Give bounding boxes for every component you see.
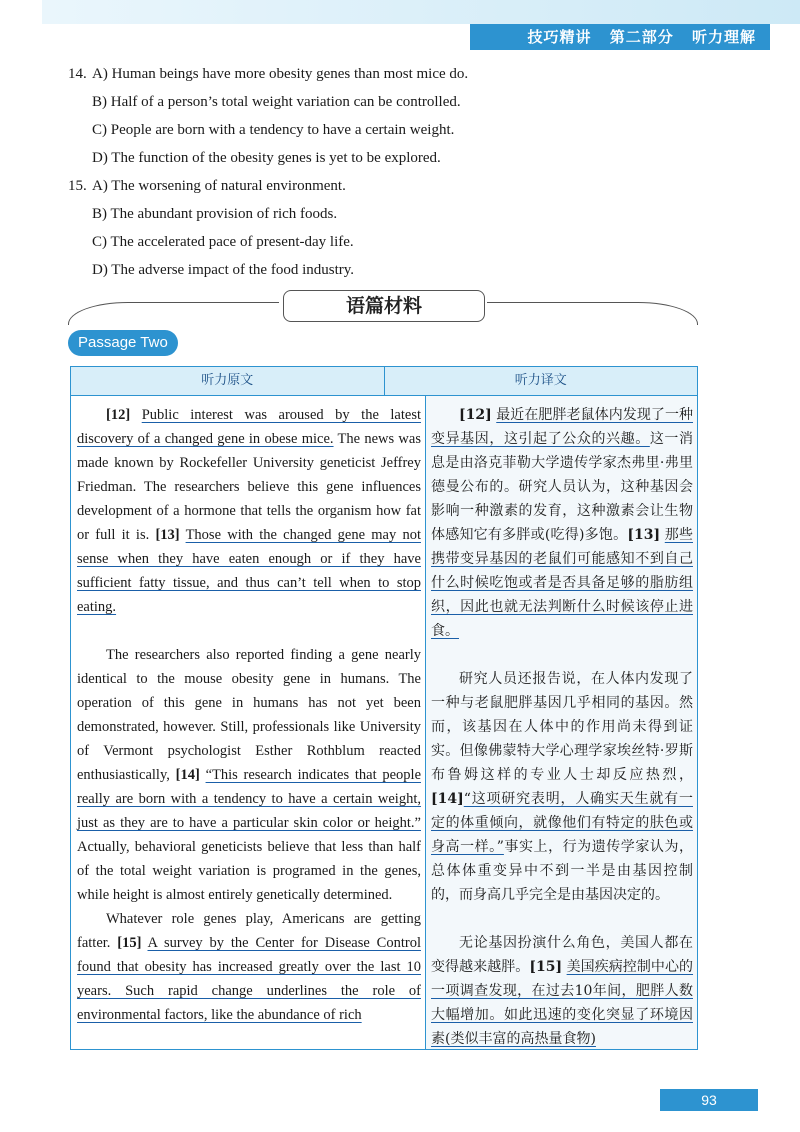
english-transcript <box>77 403 421 1027</box>
translation-text: 研究人员还报告说，在人体内发现了一种与老鼠肥胖基因几乎相同的基因。然而，该基因在人体中的作用尚未得到证实。但像佛蒙特大学心理学家埃丝特·罗斯布鲁姆这样的专业人士却反应热烈， <box>431 671 693 783</box>
marker-12: [12] <box>459 407 492 423</box>
question-14 <box>68 60 468 88</box>
translation-text: 事实上，行为遗传学家认为，总体体重变异中不到一半是由基因控制的，而身高几乎完全是由基因决定的。 <box>431 839 693 903</box>
option-text: B) Half of a person’s total weight variation can be controlled. <box>92 94 461 110</box>
header-band <box>42 0 800 24</box>
transcript-paragraph <box>77 643 421 907</box>
translation-paragraph <box>431 403 693 643</box>
header-part2: 第二部分 <box>609 28 674 46</box>
option-text: C) The accelerated pace of present-day life. <box>92 234 354 250</box>
transcript-text: Actually, behavioral geneticists believe that less than half of the total weight variation is programed in the genes, while height is almost entirely genetically determined. <box>77 839 421 903</box>
header-translation: 听力译文 <box>514 373 567 388</box>
header-part1: 技巧精讲 <box>527 28 592 46</box>
key-sentence: 美国疾病控制中心的一项调查发现，在过去10年间，肥胖人数大幅增加。如此迅速的变化突显了环境因素(类似丰富的高热量食物) <box>431 959 694 1047</box>
header-original-text: 听力原文 <box>71 367 385 395</box>
passage-label: Passage Two <box>68 330 178 356</box>
key-sentence: “这项研究表明，人确实天生就有一定的体重倾向，就像他们有特定的肤色或身高一样。” <box>431 791 693 855</box>
question-number: 14. <box>68 66 87 82</box>
key-sentence: “This research indicates that people really are born with a tendency to have a certain weight, just as they are to have a particular skin color or height.” <box>77 767 421 831</box>
key-sentence: 那些携带变异基因的老鼠们可能感知不到自己什么时候吃饱或者是否具备足够的脂肪组织，因此也就无法判断什么时候该停止进食。 <box>431 527 693 639</box>
column-divider <box>425 395 426 1049</box>
marker-13: [13] <box>627 527 661 543</box>
translation-text: 这一消息是由洛克菲勒大学遗传学家杰弗里·弗里德曼公布的。研究人员认为，这种基因会影响一种激素的发育，这种激素会让生物体感知它有多胖或(吃得)多饱。 <box>431 431 694 543</box>
marker-13: [13] <box>155 527 180 543</box>
question-15 <box>68 172 468 200</box>
section-heading <box>68 288 698 328</box>
passage-table <box>70 366 698 1050</box>
option-text: A) The worsening of natural environment. <box>92 178 346 194</box>
key-sentence: Those with the changed gene may not sense when they have eaten enough or if they have sufficient fatty tissue, and thus can’t tell when to stop eating. <box>77 527 421 615</box>
marker-15: [15] <box>117 935 142 951</box>
table-header <box>71 367 697 396</box>
marker-14: [14] <box>431 791 464 807</box>
key-sentence: 最近在肥胖老鼠体内发现了一种变异基因，这引起了公众的兴趣。 <box>431 407 694 447</box>
decorative-arc-right <box>487 302 698 325</box>
marker-12: [12] <box>106 407 131 423</box>
chinese-translation <box>431 403 693 1051</box>
translation-text: 无论基因扮演什么角色，美国人都在变得越来越胖。 <box>431 935 693 975</box>
marker-15: [15] <box>529 959 563 975</box>
option-text: D) The function of the obesity genes is yet to be explored. <box>92 150 441 166</box>
transcript-paragraph <box>77 907 421 1027</box>
marker-14: [14] <box>175 767 200 783</box>
header-part3: 听力理解 <box>691 28 756 46</box>
key-sentence: Public interest was aroused by the latest discovery of a changed gene in obese mice. <box>77 407 422 447</box>
transcript-text: The news was made known by Rockefeller University geneticist Jeffrey Friedman. The researchers believe this gene influences development of a hormone that tells the organism how fat or full it is. <box>77 431 421 543</box>
transcript-paragraph <box>77 403 421 619</box>
page-number: 93 <box>660 1089 758 1111</box>
question-number: 15. <box>68 178 87 194</box>
option-text: A) Human beings have more obesity genes than most mice do. <box>92 66 469 82</box>
option-text: C) People are born with a tendency to have a certain weight. <box>92 122 455 138</box>
section-title: 语篇材料 <box>283 290 485 322</box>
decorative-arc-left <box>68 302 279 325</box>
transcript-text: Whatever role genes play, Americans are getting fatter. <box>77 911 421 951</box>
key-sentence: A survey by the Center for Disease Control found that obesity has increased greatly over the last 10 years. Such rapid change underlines the role of environmental factors, like the abundance of rich <box>77 935 421 1023</box>
translation-paragraph <box>431 931 693 1051</box>
option-text: B) The abundant provision of rich foods. <box>92 206 338 222</box>
option-text: D) The adverse impact of the food industry. <box>92 262 355 278</box>
question-list <box>68 60 468 284</box>
translation-paragraph <box>431 667 693 907</box>
chapter-header <box>470 24 770 50</box>
transcript-text: The researchers also reported finding a gene nearly identical to the mouse obesity gene in humans. The operation of this gene in humans has not yet been demonstrated, however. Still, professionals like University of Vermont psychologist Esther Rothblum reacted enthusiastically, <box>77 647 421 783</box>
